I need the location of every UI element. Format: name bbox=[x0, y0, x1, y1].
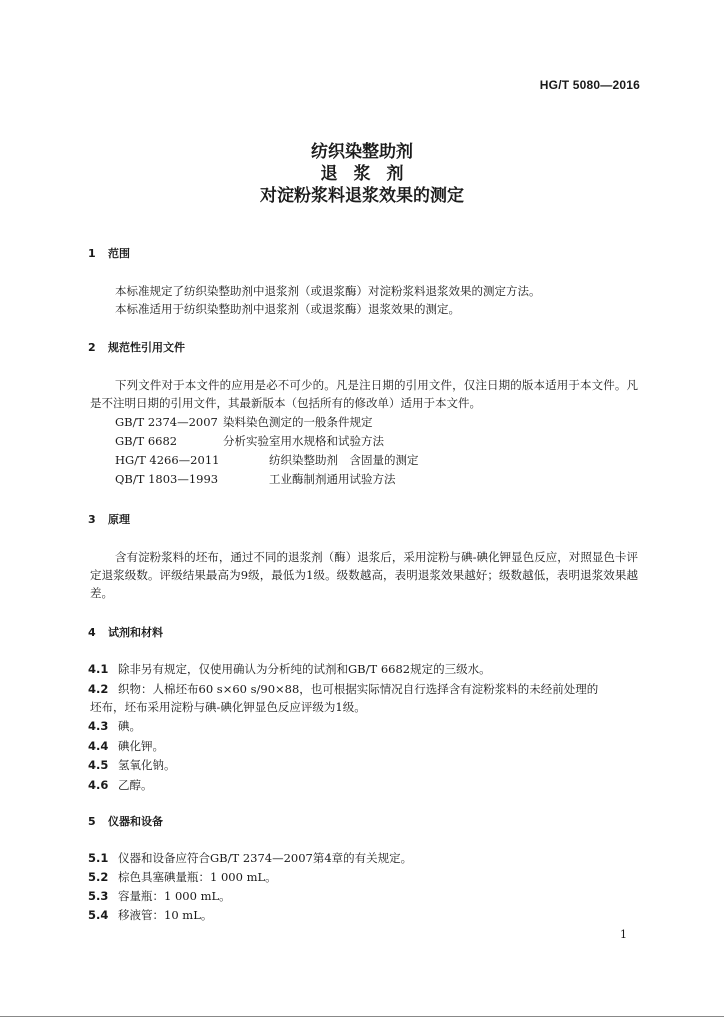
clause-item: 5.2 棕色具塞碘量瓶：1 000 mL。 bbox=[88, 870, 277, 884]
paragraph: 本标准适用于纺织染整助剂中退浆剂（或退浆酶）退浆效果的测定。 bbox=[115, 302, 460, 316]
clause-item: 4.3 碘。 bbox=[88, 719, 141, 733]
document-title bbox=[0, 141, 724, 207]
section-heading-5: 5 仪器和设备 bbox=[88, 815, 163, 828]
clause-item: 5.3 容量瓶：1 000 mL。 bbox=[88, 889, 231, 903]
paragraph: 本标准规定了纺织染整助剂中退浆剂（或退浆酶）对淀粉浆料退浆效果的测定方法。 bbox=[115, 284, 541, 298]
clause-continuation: 坯布，坯布采用淀粉与碘-碘化钾显色反应评级为1级。 bbox=[90, 700, 366, 714]
clause-item: 4.2 织物：人棉坯布60 s×60 s/90×88，也可根据实际情况自行选择含有淀粉浆料的未经前处理的 bbox=[88, 682, 599, 696]
clause-item: 4.6 乙醇。 bbox=[88, 778, 153, 792]
section-heading-3: 3 原理 bbox=[88, 513, 130, 526]
title-line-2: 退浆剂 bbox=[320, 164, 420, 184]
reference-item: GB/T 2374—2007 染料染色测定的一般条件规定 bbox=[115, 415, 373, 429]
paragraph: 下列文件对于本文件的应用是必不可少的。凡是注日期的引用文件，仅注日期的版本适用于本文件。凡是不注明日期的引用文件，其最新版本（包括所有的修改单）适用于本文件。 bbox=[90, 378, 638, 410]
title-line-1: 纺织染整助剂 bbox=[311, 142, 413, 162]
section-heading-2: 2 规范性引用文件 bbox=[88, 341, 185, 354]
reference-item: GB/T 6682 分析实验室用水规格和试验方法 bbox=[115, 434, 384, 448]
clause-item: 4.1 除非另有规定，仅使用确认为分析纯的试剂和GB/T 6682规定的三级水。 bbox=[88, 662, 491, 676]
page-number: 1 bbox=[620, 928, 627, 941]
clause-item: 4.5 氢氧化钠。 bbox=[88, 758, 176, 772]
title-line-3: 对淀粉浆料退浆效果的测定 bbox=[260, 186, 464, 206]
clause-item: 5.4 移液管：10 mL。 bbox=[88, 908, 213, 922]
reference-item: HG/T 4266—2011 纺织染整助剂 含固量的测定 bbox=[115, 453, 419, 467]
section-heading-1: 1 范围 bbox=[88, 247, 130, 260]
clause-item: 4.4 碘化钾。 bbox=[88, 739, 164, 753]
paragraph: 含有淀粉浆料的坯布，通过不同的退浆剂（酶）退浆后，采用淀粉与碘-碘化钾显色反应，对照显色卡评定退浆级数。评级结果最高为9级，最低为1级。级数越高，表明退浆效果越好；级数越低，表明退浆效果越差。 bbox=[90, 550, 638, 600]
clause-item: 5.1 仪器和设备应符合GB/T 2374—2007第4章的有关规定。 bbox=[88, 851, 413, 865]
document-code: HG/T 5080—2016 bbox=[539, 78, 640, 92]
page-edge-divider bbox=[0, 1016, 724, 1017]
section-heading-4: 4 试剂和材料 bbox=[88, 626, 163, 639]
reference-item: QB/T 1803—1993 工业酶制剂通用试验方法 bbox=[115, 472, 396, 486]
